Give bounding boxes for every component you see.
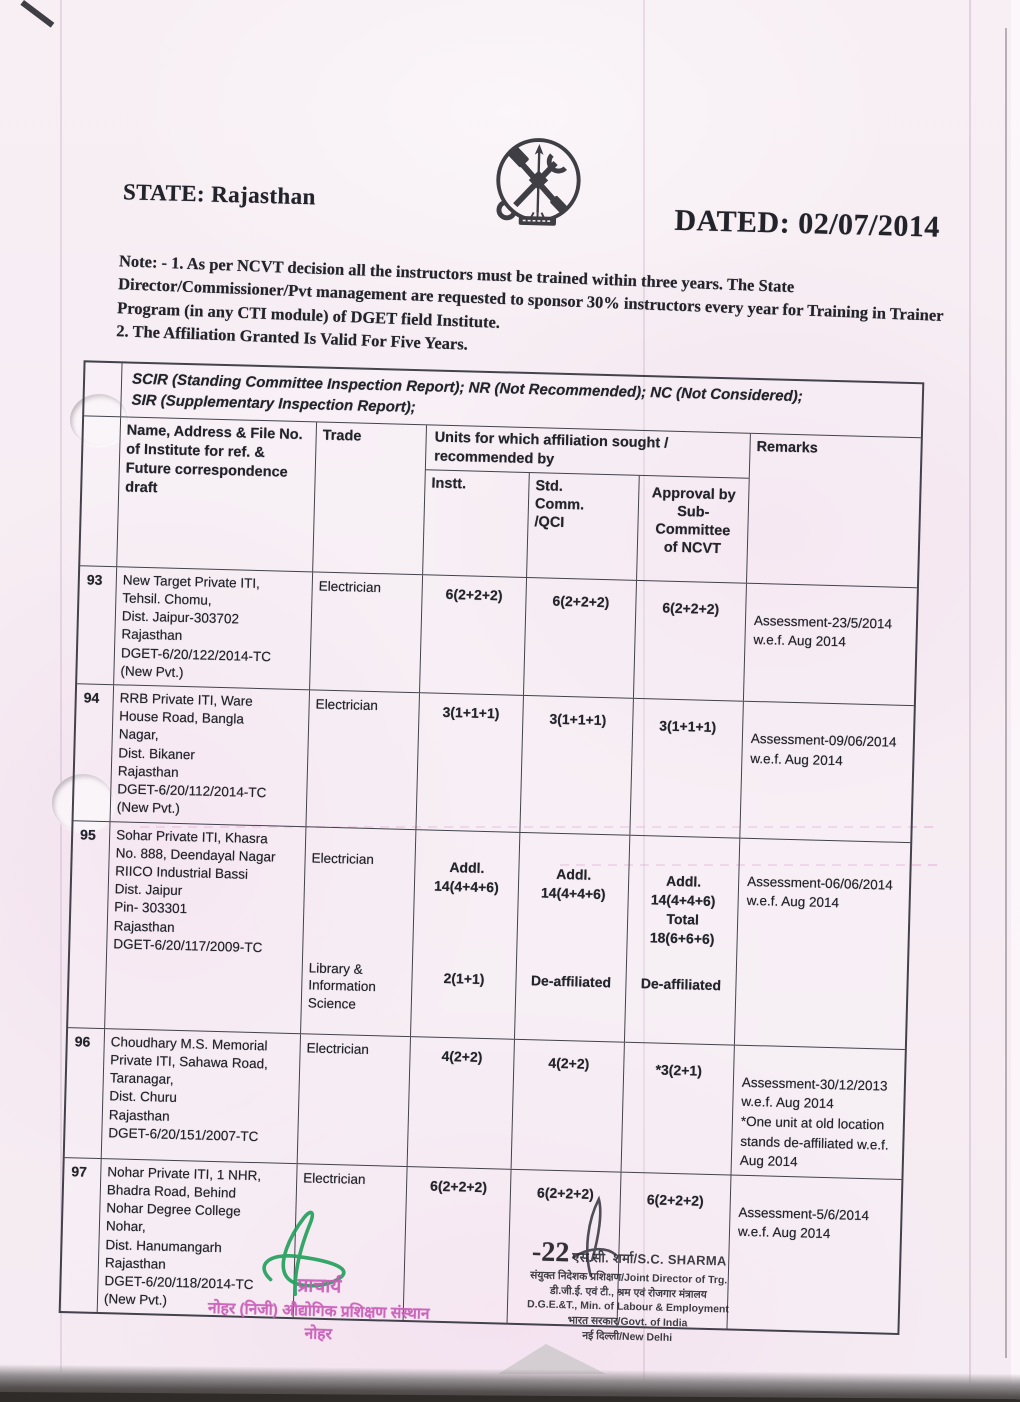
trade-entry-2: Library & Information Science (307, 960, 377, 1012)
trade-cell: Electrician (294, 1164, 408, 1321)
institute-cell: New Target Private ITI, Tehsil. Chomu, Dist. Jaipur-303702 Rajasthan DGET-6/20/122/2014-TC (New Pvt.) (114, 567, 313, 689)
col-header-institute: Name, Address & File No. of Institute for ref. & Future correspondence draft (117, 417, 317, 571)
col-header-trade: Trade (313, 422, 427, 574)
dated-label: DATED: 02/07/2014 (674, 203, 941, 244)
serial-cell: 93 (77, 566, 117, 684)
serial-cell: 97 (61, 1158, 102, 1313)
legend-spacer-cell (84, 362, 122, 416)
approval-units-cell: 6(2+2+2) (618, 1172, 732, 1329)
principal-stamp-institute: नोहर (निजी) औद्योगिक प्रशिक्षण संस्थान (207, 1299, 430, 1323)
trade-cell: Electrician (298, 1034, 411, 1166)
institute-cell: RRB Private ITI, Ware House Road, Bangla Nagar, Dist. Bikaner Rajasthan DGET-6/20/112/2014-TC (New Pvt.) (111, 685, 310, 826)
approval-units-cell: *3(2+1) (622, 1043, 735, 1175)
table-row-94 (74, 684, 914, 842)
institute-cell: Sohar Private ITI, Khasra No. 888, Deendayal Nagar RIICO Industrial Bassi Dist. Jaipur Pin- 303301 Rajasthan DGET-6/20/117/2009-TC (105, 822, 306, 1033)
table-legend: SCIR (Standing Committee Inspection Report); NR (Not Recommended); NC (Not Considered); SIR (Supplementary Inspection Report); (131, 370, 803, 417)
serial-header-cell (80, 416, 121, 566)
instt-entry-2: 2(1+1) (443, 970, 485, 988)
affiliation-table (59, 360, 925, 1335)
remarks-cell: Assessment-30/12/2013 w.e.f. Aug 2014 *One unit at old location stands de-affiliated w.e.f. Aug 2014 (739, 1074, 889, 1170)
col-header-units: Units for which affiliation sought / recommended by (426, 425, 750, 478)
table-row-95 (68, 821, 910, 1050)
serial-cell: 95 (68, 821, 110, 1028)
col-header-remarks: Remarks (756, 438, 819, 457)
std-comm-entry-1: Addl. 14(4+4+6) (540, 866, 606, 903)
approval-entry-2: De-affiliated (640, 975, 722, 994)
serial-cell: 96 (65, 1028, 105, 1158)
state-label: STATE: Rajasthan (122, 179, 317, 210)
page-number: -22 (531, 1236, 570, 1269)
instt-units-cell: 4(2+2) (408, 1037, 515, 1168)
col-header-approval: Approval by Sub- Committee of NCVT (651, 484, 736, 558)
trade-entry-1: Electrician (311, 850, 375, 868)
approval-entry-1: Addl. 14(4+4+6) Total 18(6+6+6) (649, 873, 716, 948)
approval-units-cell: 6(2+2+2) (634, 581, 747, 701)
instt-units-cell: 6(2+2+2) (404, 1167, 512, 1323)
std-comm-units-cell: 3(1+1+1) (520, 696, 634, 834)
std-comm-units-cell: 6(2+2+2) (508, 1169, 622, 1326)
director-city: नई दिल्ली/New Delhi (582, 1329, 673, 1344)
trade-cell: Electrician (310, 572, 423, 692)
col-header-units-group (423, 425, 751, 582)
instt-entry-1: Addl. 14(4+4+6) (433, 859, 499, 896)
institute-cell: Nohar Private ITI, 1 NHR, Bhadra Road, Behind Nohar Degree College Nohar, Dist. Hanumangarh Rajasthan DGET-6/20/118/2014-TC (New Pvt.) (98, 1159, 298, 1318)
principal-stamp-title: प्राचार्य (297, 1275, 342, 1298)
director-ministry-english: D.G.E.&T., Min. of Labour & Employment (526, 1298, 730, 1316)
dget-crossed-tools-emblem-icon (488, 133, 589, 234)
instt-units-cell: 3(1+1+1) (416, 693, 524, 831)
note-text: Note: - 1. As per NCVT decision all the instructors must be trained within three years. The State Director/Commissioner/Pvt management are requested to sponsor 30% instructors every year for Training in Trainer Program (in any CTI module) of DGET field Institute. 2. The Affiliation Granted Is Valid For Five Years. (116, 251, 944, 354)
col-header-instt: Instt. (423, 470, 530, 577)
trade-cell (301, 827, 416, 1036)
std-comm-units-cell: 4(2+2) (512, 1040, 625, 1172)
director-designation: संयुक्त निदेशक प्रशिक्षण/Joint Director of Trg. (530, 1269, 728, 1287)
director-govt: भारत सरकार/Govt. of India (567, 1314, 688, 1330)
remarks-cell: Assessment-23/5/2014 w.e.f. Aug 2014 (753, 612, 893, 650)
std-comm-units-cell: 6(2+2+2) (524, 578, 637, 698)
trade-cell: Electrician (306, 690, 420, 828)
std-comm-entry-2: De-affiliated (530, 972, 612, 991)
director-ministry-hindi: डी.जी.ई. एवं टी., श्रम एवं रोजगार मंत्रालय (549, 1284, 707, 1301)
remarks-cell: Assessment-09/06/2014 w.e.f. Aug 2014 (750, 730, 897, 768)
institute-cell: Choudhary M.S. Memorial Private ITI, Sahawa Road, Taranagar, Dist. Churu Rajasthan DGET-6/20/151/2007-TC (102, 1029, 301, 1163)
table-row-93 (77, 566, 917, 706)
director-stamp (477, 1235, 780, 1348)
director-name: एस.सी. शर्मा/S.C. SHARMA (572, 1249, 727, 1269)
principal-stamp (143, 1270, 495, 1350)
instt-units-cell: 6(2+2+2) (420, 575, 527, 695)
serial-cell: 94 (74, 684, 115, 820)
col-header-std-comm: Std. Comm. /QCI (527, 473, 640, 580)
remarks-cell: Assessment-06/06/2014 w.e.f. Aug 2014 (746, 873, 893, 911)
approval-units-cell (625, 835, 740, 1044)
table-row-96 (65, 1028, 905, 1180)
approval-units-cell: 3(1+1+1) (630, 699, 744, 837)
instt-units-cell (411, 830, 520, 1039)
std-comm-units-cell (515, 832, 630, 1041)
principal-stamp-place: नोहर (304, 1325, 332, 1344)
remarks-cell: Assessment-5/6/2014 w.e.f. Aug 2014 (737, 1204, 870, 1242)
